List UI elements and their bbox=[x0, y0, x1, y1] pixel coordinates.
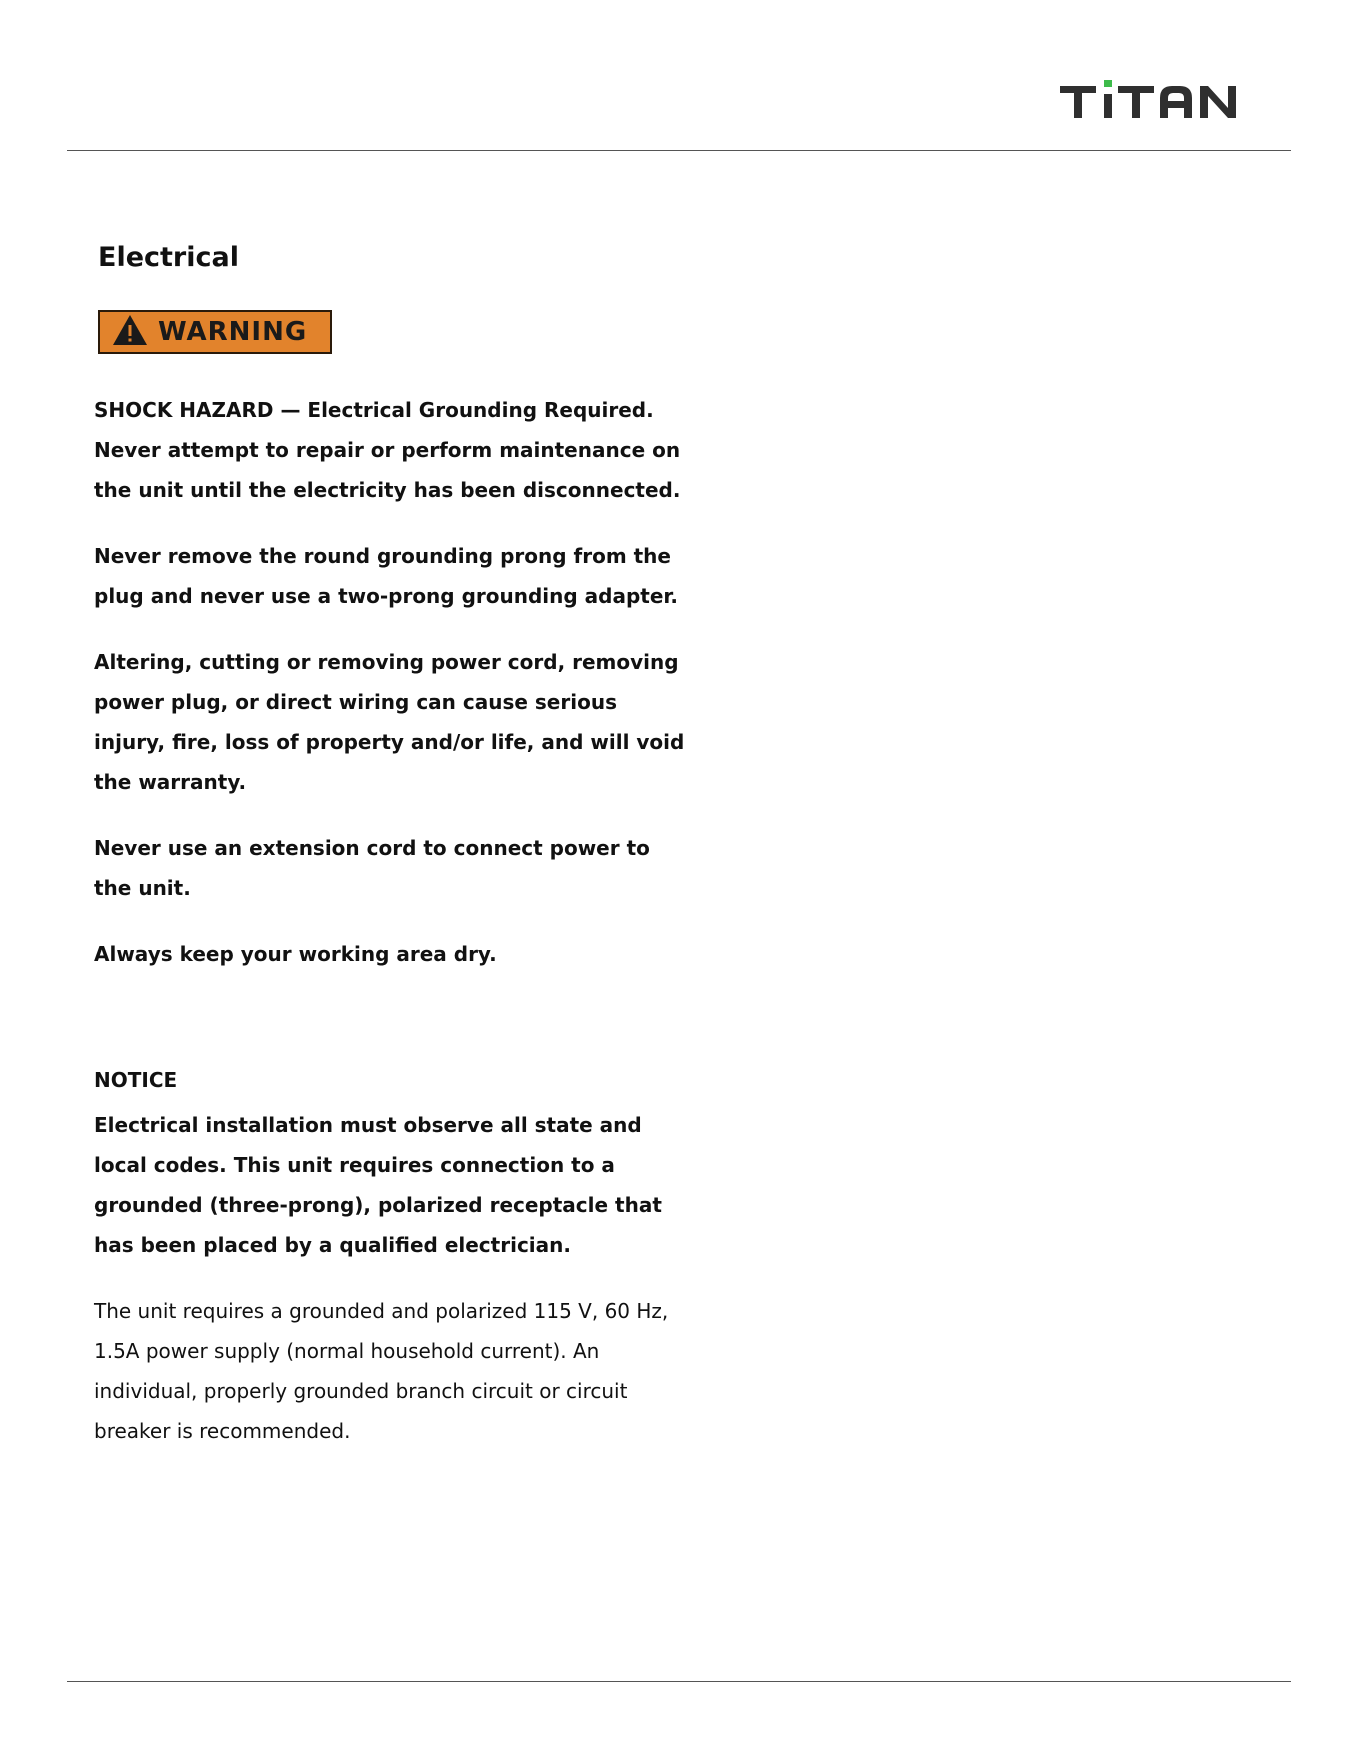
warning-triangle-icon bbox=[112, 314, 148, 350]
warning-paragraph-dry-area: Always keep your working area dry. bbox=[94, 942, 497, 966]
notice-title: NOTICE bbox=[94, 1068, 178, 1092]
warning-paragraph-shock-hazard: SHOCK HAZARD — Electrical Grounding Required. Never attempt to repair or perform maintenance on the unit until the electricity has been disconnected. bbox=[94, 398, 681, 502]
warning-label: WARNING bbox=[158, 317, 308, 347]
main-content bbox=[94, 238, 694, 1451]
warning-paragraph-grounding-prong: Never remove the round grounding prong from the plug and never use a two-prong grounding adapter. bbox=[94, 544, 679, 608]
section-title: Electrical bbox=[98, 242, 239, 273]
footer-divider bbox=[67, 1681, 1291, 1682]
brand-logo bbox=[1060, 78, 1244, 122]
power-requirements-text: The unit requires a grounded and polarized 115 V, 60 Hz, 1.5A power supply (normal household current). An individual, properly grounded branch circuit or circuit breaker is recommended. bbox=[94, 1299, 669, 1443]
warning-badge bbox=[98, 310, 332, 354]
warning-paragraph-extension-cord: Never use an extension cord to connect power to the unit. bbox=[94, 836, 650, 900]
header-divider bbox=[67, 150, 1291, 151]
titan-logo-icon bbox=[1060, 80, 1244, 120]
warning-paragraph-power-cord: Altering, cutting or removing power cord, removing power plug, or direct wiring can cause serious injury, fire, loss of property and/or life, and will void the warranty. bbox=[94, 650, 685, 794]
notice-body: Electrical installation must observe all state and local codes. This unit requires connection to a grounded (three-prong), polarized receptacle that has been placed by a qualified electrician. bbox=[94, 1113, 662, 1257]
